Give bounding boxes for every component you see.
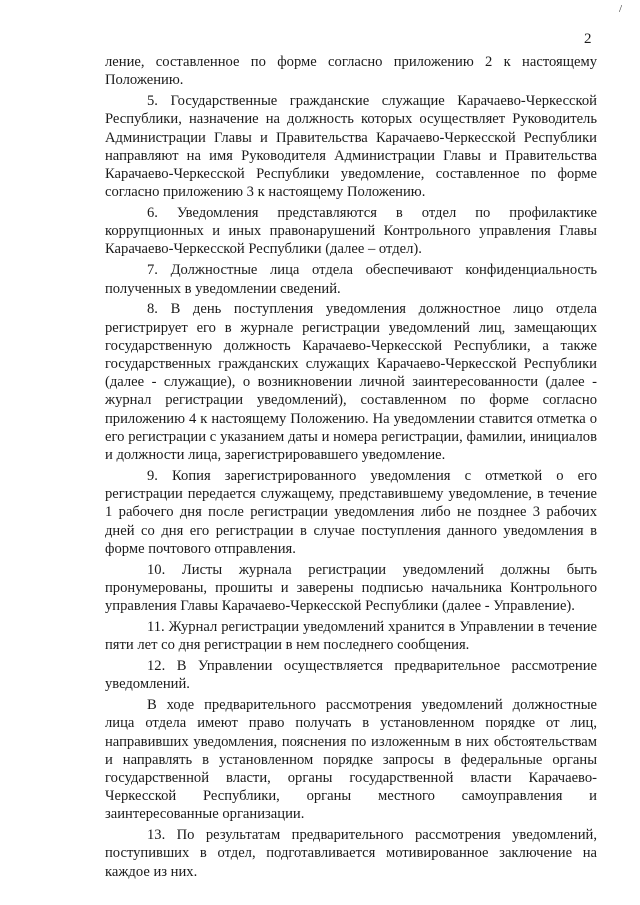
paragraph-continuation: ление, составленное по форме согласно приложению 2 к настоящему Положению. (105, 54, 597, 89)
paragraph-item-13: 13. По результатам предварительного рассмотрения уведомлений, поступивших в отдел, подготавливается мотивированное заключение на каждое из них. (105, 827, 597, 880)
paragraph-item-7: 7. Должностные лица отдела обеспечивают конфиденциальность полученных в уведомлении сведений. (105, 262, 597, 297)
paragraph-item-12-detail: В ходе предварительного рассмотрения уведомлений должностные лица отдела имеют право получать в установленном порядке от лиц, направивших уведомления, пояснения по изложенным в них обстоятельствам и направлять в установленном порядке запросы в федеральные органы государственной власти, органы государственной власти Карачаево-Черкесской Республики, органы местного самоуправления и заинтересованные организации. (105, 697, 597, 823)
page-number: 2 (584, 31, 592, 47)
corner-mark: / (619, 3, 623, 15)
paragraph-item-6: 6. Уведомления представляются в отдел по профилактике коррупционных и иных правонарушений Контрольного управления Главы Карачаево-Черкесской Республики (далее – отдел). (105, 205, 597, 258)
paragraph-item-8: 8. В день поступления уведомления должностное лицо отдела регистрирует его в журнале регистрации уведомлений лиц, замещающих государственную должность Карачаево-Черкесской Республики, а также государственных гражданских служащих Карачаево-Черкесской Республики (далее - служащие), о возникновении личной заинтересованности (далее - журнал регистрации уведомлений), составленном по форме согласно приложению 4 к настоящему Положению. На уведомлении ставится отметка о его регистрации с указанием даты и номера регистрации, фамилии, инициалов и должности лица, зарегистрировавшего уведомление. (105, 301, 597, 464)
paragraph-item-5: 5. Государственные гражданские служащие Карачаево-Черкесской Республики, назначение на должность которых осуществляет Руководитель Администрации Главы и Правительства Карачаево-Черкесской Республики направляют на имя Руководителя Администрации Главы и Правительства Карачаево-Черкесской Республики уведомление, составленное по форме согласно приложению 3 к настоящему Положению. (105, 93, 597, 201)
paragraph-item-12: 12. В Управлении осуществляется предварительное рассмотрение уведомлений. (105, 658, 597, 693)
paragraph-item-11: 11. Журнал регистрации уведомлений хранится в Управлении в течение пяти лет со дня регистрации в нем последнего сообщения. (105, 618, 597, 654)
document-body (105, 53, 597, 884)
paragraph-item-10: 10. Листы журнала регистрации уведомлений должны быть пронумерованы, прошиты и заверены подписью начальника Контрольного управления Главы Карачаево-Черкесской Республики (далее - Управление). (105, 561, 597, 615)
paragraph-item-9: 9. Копия зарегистрированного уведомления с отметкой о его регистрации передается служащему, представившему уведомление, в течение 1 рабочего дня после регистрации уведомления либо не позднее 3 рабочих дней со дня его регистрации в случае поступления данного уведомления в форме почтового отправления. (105, 467, 597, 557)
